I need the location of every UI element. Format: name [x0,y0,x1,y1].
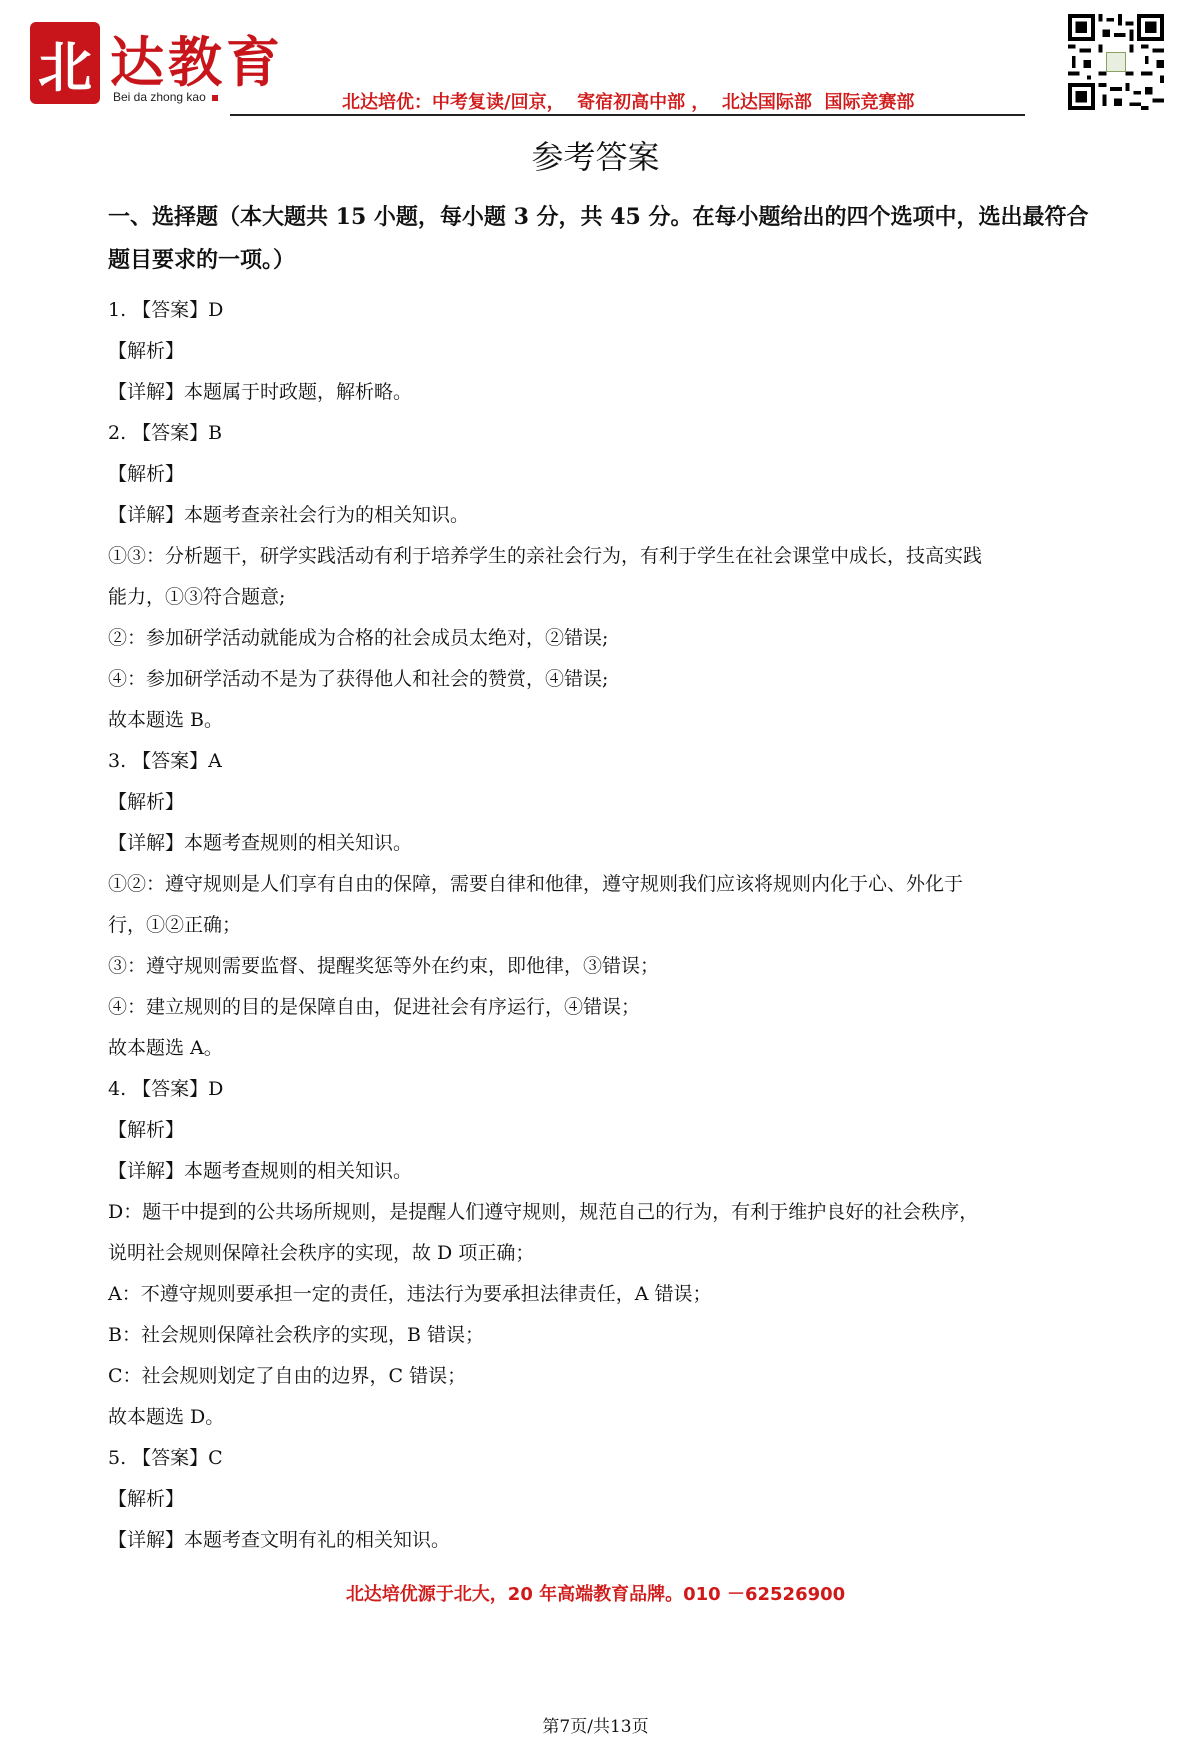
text-line: ③：遵守规则需要监督、提醒奖惩等外在约束，即他律，③错误； [108,955,660,977]
page-number: 第7页/共13页 [542,1717,649,1737]
text-line: 4. 【答案】D [108,1078,224,1100]
text-line: 5. 【答案】C [108,1447,223,1469]
text-line: 说明社会规则保障社会秩序的实现，故 D 项正确； [108,1242,535,1264]
text-line: 【详解】本题考查文明有礼的相关知识。 [108,1529,451,1551]
logo-mark: 北 [30,22,100,104]
section-heading: 一、选择题（本大题共 15 小题，每小题 3 分，共 45 分。在每小题给出的四个选项中，选出最符合题目要求的一项。） [108,204,1089,273]
text-line: 【解析】 [108,1119,185,1141]
text-line: ①③：分析题干，研学实践活动有利于培养学生的亲社会行为，有利于学生在社会课堂中成长，技高实践 [108,545,983,567]
logo-text: 达教育 [110,30,284,94]
text-line: 行，①②正确； [108,914,242,936]
text-line: 【详解】本题考查规则的相关知识。 [108,832,413,854]
text-line: 【详解】本题属于时政题，解析略。 [108,381,413,403]
text-line: 【解析】 [108,791,185,813]
text-line: 【解析】 [108,340,185,362]
text-line: ①②：遵守规则是人们享有自由的保障，需要自律和他律，遵守规则我们应该将规则内化于心、外化于 [108,873,964,895]
footer-slogan: 北达培优源于北大，20 年高端教育品牌。010 －62526900 [345,1584,846,1605]
text-line: A：不遵守规则要承担一定的责任，违法行为要承担法律责任，A 错误； [108,1283,712,1305]
text-line: B：社会规则保障社会秩序的实现，B 错误； [108,1324,484,1346]
text-line: 能力，①③符合题意; [108,586,286,608]
header-slogan: 北达培优：中考复读/回京， 寄宿初高中部 ， 北达国际部 国际竞赛部 [342,92,915,113]
qr-code-icon [1068,14,1164,110]
answer-content [108,290,1098,1561]
text-line: C：社会规则划定了自由的边界，C 错误； [108,1365,467,1387]
text-line: 1. 【答案】D [108,299,224,321]
text-line: 2. 【答案】B [108,422,223,444]
text-line: 故本题选 A。 [108,1037,223,1059]
text-line: 【详解】本题考查亲社会行为的相关知识。 [108,504,470,526]
text-line: 【解析】 [108,1488,185,1510]
text-line: ②：参加研学活动就能成为合格的社会成员太绝对，②错误; [108,627,609,649]
text-line: 故本题选 B。 [108,709,224,731]
header-divider [230,114,1025,116]
text-line: D：题干中提到的公共场所规则，是提醒人们遵守规则，规范自己的行为，有利于维护良好的社会秩序， [108,1201,979,1223]
logo-subtitle: Bei da zhong kao [113,90,218,104]
text-line: 【详解】本题考查规则的相关知识。 [108,1160,413,1182]
text-line: ④：建立规则的目的是保障自由，促进社会有序运行，④错误； [108,996,641,1018]
page-title: 参考答案 [531,138,660,176]
text-line: 【解析】 [108,463,185,485]
text-line: 3. 【答案】A [108,750,222,772]
text-line: ④：参加研学活动不是为了获得他人和社会的赞赏，④错误; [108,668,609,690]
text-line: 故本题选 D。 [108,1406,225,1428]
